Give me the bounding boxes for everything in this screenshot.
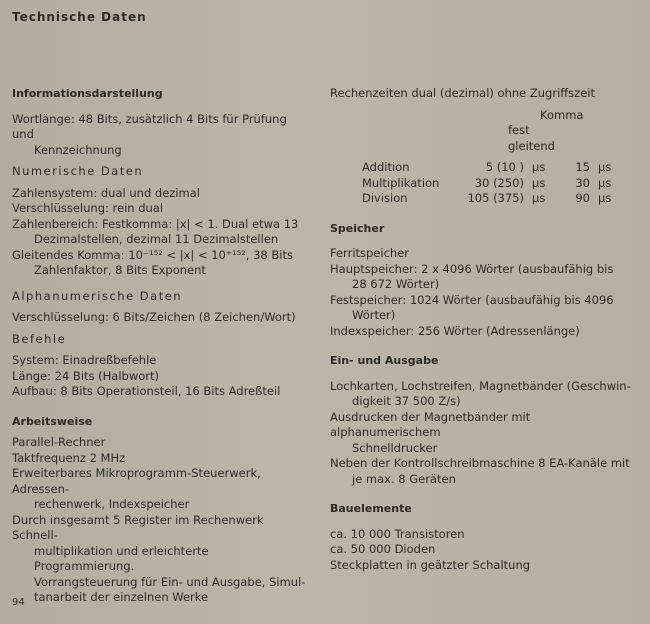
fest-cell: 105 (375) xyxy=(467,191,524,205)
gleit-cell: 30 xyxy=(575,175,590,190)
unit-cell: µs xyxy=(532,191,546,205)
bau-line: Steckplatten in geätzter Schaltung xyxy=(330,557,531,572)
speicher-heading: Speicher xyxy=(330,221,385,235)
num-line: Verschlüsselung: rein dual xyxy=(12,201,164,215)
op-cell: Addition xyxy=(362,160,410,174)
gleit-cell: 90 xyxy=(575,191,590,205)
table-row xyxy=(358,176,615,192)
page-title: Technische Daten xyxy=(12,10,147,24)
wortlaenge-line: Wortlänge: 48 Bits, zusätzlich 4 Bits für Prüfung und xyxy=(12,111,287,141)
speicher-line: Wörter) xyxy=(352,308,396,322)
op-cell: Multiplikation xyxy=(362,175,440,190)
befehle-line: System: Einadreßbefehle xyxy=(12,353,157,367)
ea-line: Schnelldrucker xyxy=(352,440,438,455)
ea-line: digkeit 37 500 Z/s) xyxy=(352,394,461,408)
bau-line: ca. 10 000 Transistoren xyxy=(330,526,465,541)
arbeit-line: rechenwerk, Indexspeicher xyxy=(34,497,190,511)
rechenzeiten-table xyxy=(358,160,615,207)
unit-cell: µs xyxy=(598,191,612,205)
arbeit-line: Erweiterbares Mikroprogramm-Steuerwerk, Adressen- xyxy=(12,466,261,496)
arbeit-line: Vorrangsteuerung für Ein- und Ausgabe, Simul- xyxy=(34,574,306,589)
bau-line: ca. 50 000 Dioden xyxy=(330,542,436,556)
ea-line: Lochkarten, Lochstreifen, Magnetbänder (Geschwin- xyxy=(330,378,631,393)
gleit-cell: 15 xyxy=(575,160,590,174)
arbeit-line: multiplikation und erleichterte Programmierung. xyxy=(34,543,209,573)
arbeit-heading: Arbeitsweise xyxy=(12,414,93,428)
arbeit-line: Taktfrequenz 2 MHz xyxy=(12,450,126,465)
alpha-line: Verschlüsselung: 6 Bits/Zeichen (8 Zeichen/Wort) xyxy=(12,310,296,324)
info-heading: Informationsdarstellung xyxy=(12,87,163,100)
speicher-line: Hauptspeicher: 2 x 4096 Wörter (ausbaufähig bis xyxy=(330,261,614,276)
ea-heading: Ein- und Ausgabe xyxy=(330,354,439,367)
speicher-line: 28 672 Wörter) xyxy=(352,277,440,291)
ea-line: Neben der Kontrollschreibmaschine 8 EA-Kanäle mit xyxy=(330,456,630,470)
gleitend-label: gleitend xyxy=(508,138,555,153)
unit-cell: µs xyxy=(532,160,546,174)
left-column xyxy=(12,86,312,606)
op-cell: Division xyxy=(362,191,408,205)
unit-cell: µs xyxy=(532,175,546,190)
arbeit-line: Parallel-Rechner xyxy=(12,435,106,449)
speicher-line: Festspeicher: 1024 Wörter (ausbaufähig bis 4096 xyxy=(330,292,614,307)
fest-label: fest xyxy=(508,123,530,137)
num-line: Zahlenfaktor, 8 Bits Exponent xyxy=(34,263,206,277)
ea-line: je max. 8 Geräten xyxy=(352,471,456,486)
befehle-line: Länge: 24 Bits (Halbwort) xyxy=(12,368,160,383)
rechenzeiten-heading: Rechenzeiten dual (dezimal) ohne Zugriffszeit xyxy=(330,86,595,100)
num-line: Dezimalstellen, dezimal 11 Dezimalstellen xyxy=(34,232,279,246)
fest-cell: 30 (250) xyxy=(474,175,524,190)
unit-cell: µs xyxy=(598,160,612,174)
ea-line: Ausdrucken der Magnetbänder mit alphanumerischem xyxy=(330,409,531,439)
num-line: Zahlenbereich: Festkomma: |x| < 1. Dual etwa 13 xyxy=(12,216,299,231)
wortlaenge-line-cont: Kennzeichnung xyxy=(34,142,122,157)
num-line: Zahlensystem: dual und dezimal xyxy=(12,185,200,200)
unit-cell: µs xyxy=(598,175,612,190)
num-line: Gleitendes Komma: 10⁻¹⁵² < |x| < 10⁺¹⁵², 38 Bits xyxy=(12,247,293,262)
numeric-heading: Numerische Daten xyxy=(12,164,144,178)
komma-subheader xyxy=(508,123,640,154)
komma-label: Komma xyxy=(540,107,584,122)
table-row xyxy=(358,160,615,176)
befehle-line: Aufbau: 8 Bits Operationsteil, 16 Bits Adreßteil xyxy=(12,384,281,398)
speicher-line: Indexspeicher: 256 Wörter (Adressenlänge) xyxy=(330,323,580,338)
right-column xyxy=(330,86,640,573)
bau-heading: Bauelemente xyxy=(330,502,412,515)
table-row xyxy=(358,191,615,207)
page-number: 94 xyxy=(12,597,25,608)
arbeit-line: Durch insgesamt 5 Register im Rechenwerk Schnell- xyxy=(12,512,264,542)
fest-cell: 5 (10 ) xyxy=(485,160,524,174)
befehle-heading: Befehle xyxy=(12,331,67,346)
alpha-heading: Alphanumerische Daten xyxy=(12,288,183,303)
speicher-line: Ferritspeicher xyxy=(330,246,409,260)
arbeit-line: tanarbeit der einzelnen Werke xyxy=(34,590,209,604)
